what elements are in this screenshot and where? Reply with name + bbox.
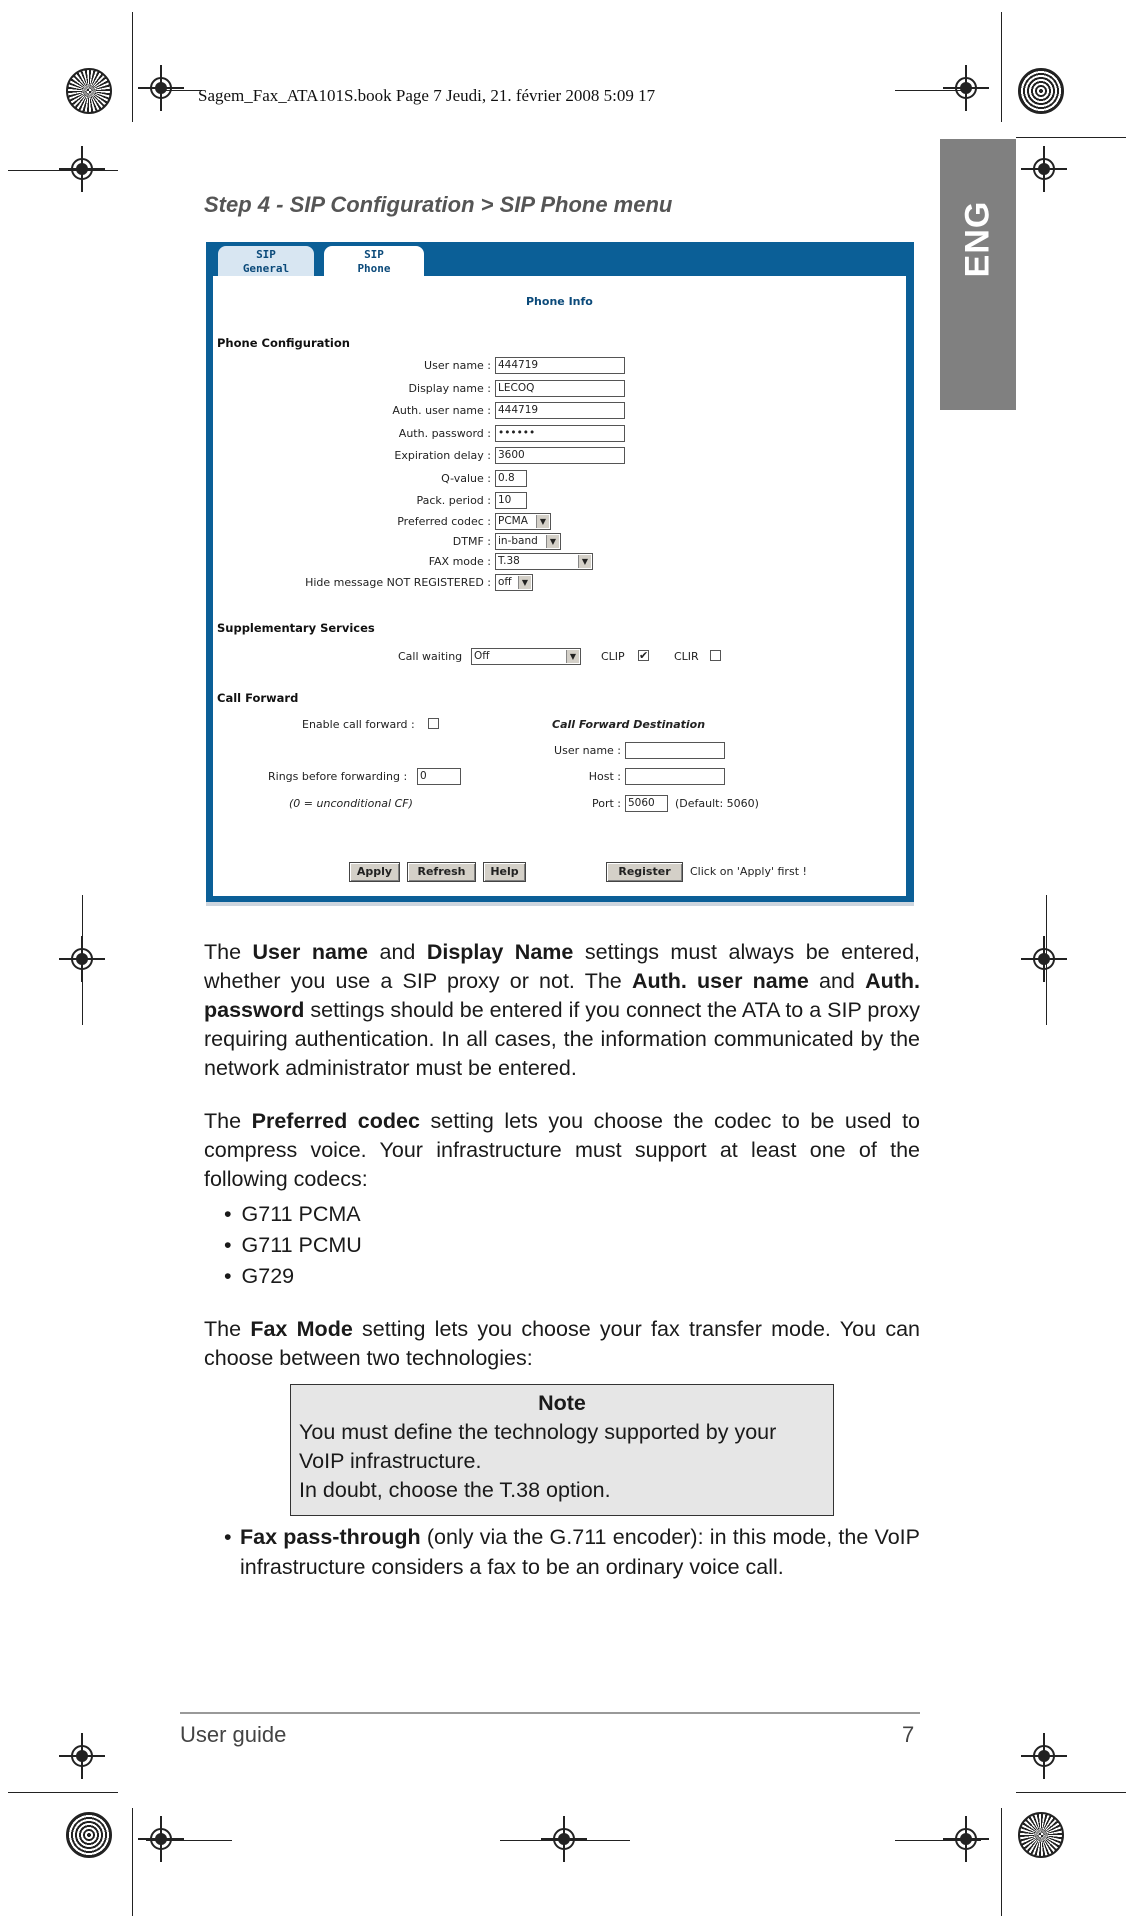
registration-crosshair-icon xyxy=(71,158,93,180)
dtmf-select[interactable]: in-band ▼ xyxy=(495,533,561,550)
note-title: Note xyxy=(538,1391,586,1415)
chevron-down-icon: ▼ xyxy=(546,535,559,548)
host-label: Host : xyxy=(588,770,621,783)
clir-checkbox[interactable] xyxy=(710,650,721,661)
registration-starburst-icon xyxy=(66,68,112,114)
book-header: Sagem_Fax_ATA101S.book Page 7 Jeudi, 21. février 2008 5:09 17 xyxy=(198,86,656,105)
registration-crosshair-icon xyxy=(150,1828,172,1850)
phone-info-form xyxy=(213,276,906,896)
footer-divider xyxy=(180,1712,920,1714)
registration-crosshair-icon xyxy=(955,1828,977,1850)
preferred-codec-select[interactable]: PCMA ▼ xyxy=(495,513,551,530)
expiration-delay-label: Expiration delay : xyxy=(394,449,491,462)
port-default-hint: (Default: 5060) xyxy=(675,797,759,810)
note-line: In doubt, choose the T.38 option. xyxy=(299,1478,611,1502)
registration-crosshair-icon xyxy=(71,1745,93,1767)
user-name-label: User name : xyxy=(424,359,491,372)
clip-label: CLIP xyxy=(601,650,625,663)
auth-user-name-input[interactable]: 444719 xyxy=(495,402,625,419)
registration-rings-icon xyxy=(1018,68,1064,114)
q-value-input[interactable]: 0.8 xyxy=(495,470,527,487)
chevron-down-icon: ▼ xyxy=(536,515,549,528)
dest-user-name-label: User name : xyxy=(554,744,621,757)
call-forward-title: Call Forward xyxy=(217,691,299,705)
registration-crosshair-icon xyxy=(1033,948,1055,970)
preferred-codec-label: Preferred codec : xyxy=(397,515,491,528)
enable-call-forward-label: Enable call forward : xyxy=(302,718,415,731)
fax-mode-select[interactable]: T.38 ▼ xyxy=(495,553,593,570)
call-waiting-label: Call waiting xyxy=(398,650,463,663)
page-title: Phone Info xyxy=(526,295,593,308)
page-number: 7 xyxy=(902,1722,915,1747)
refresh-button[interactable]: Refresh xyxy=(407,862,476,882)
rings-note: (0 = unconditional CF) xyxy=(289,797,413,810)
paragraph-user-name: The User name and Display Name settings must always be entered, whether you use a SIP proxy or not. The Auth. user name and Auth. password settings should be entered if you connect the ATA to a SIP proxy requiring authentication. In all cases, the information communicated by the network administrator must be entered. xyxy=(204,940,921,1080)
tab-sip-general[interactable]: SIP General xyxy=(218,246,314,276)
phone-config-title: Phone Configuration xyxy=(217,336,350,350)
list-item: • G711 PCMU xyxy=(224,1230,362,1261)
language-label: ENG xyxy=(958,200,997,278)
registration-crosshair-icon xyxy=(955,77,977,99)
user-name-input[interactable]: 444719 xyxy=(495,357,625,374)
call-waiting-select[interactable]: Off ▼ xyxy=(471,648,581,665)
list-item: Fax pass-through (only via the G.711 encoder): in this mode, the VoIP infrastructure considers a fax to be an ordinary voice call. xyxy=(240,1525,920,1579)
supplementary-services-title: Supplementary Services xyxy=(217,621,375,635)
registration-crosshair-icon xyxy=(553,1828,575,1850)
codec-list xyxy=(224,1199,362,1292)
q-value-label: Q-value : xyxy=(441,472,491,485)
display-name-label: Display name : xyxy=(408,382,491,395)
enable-call-forward-checkbox[interactable] xyxy=(428,718,439,729)
registration-crosshair-icon xyxy=(1033,158,1055,180)
expiration-delay-input[interactable]: 3600 xyxy=(495,447,625,464)
registration-rings-icon xyxy=(66,1812,112,1858)
register-hint: Click on 'Apply' first ! xyxy=(690,865,807,878)
fax-pass-through-item: • Fax pass-through (only via the G.711 encoder): in this mode, the VoIP infrastructure considers a fax to be an ordinary voice call. xyxy=(224,1522,920,1582)
port-input[interactable]: 5060 xyxy=(625,795,668,812)
port-label: Port : xyxy=(591,797,621,810)
register-button[interactable]: Register xyxy=(606,862,683,882)
fax-mode-label: FAX mode : xyxy=(428,555,491,568)
hide-message-label: Hide message NOT REGISTERED : xyxy=(305,576,491,589)
clip-checkbox[interactable]: ✔ xyxy=(639,649,649,662)
apply-button[interactable]: Apply xyxy=(349,862,400,882)
chevron-down-icon: ▼ xyxy=(578,555,591,568)
sip-config-screenshot xyxy=(206,242,914,902)
display-name-input[interactable]: LECOQ xyxy=(495,380,625,397)
help-button[interactable]: Help xyxy=(483,862,526,882)
chevron-down-icon: ▼ xyxy=(566,650,579,663)
screenshot-bottom-edge xyxy=(206,902,914,906)
chevron-down-icon: ▼ xyxy=(518,576,531,589)
dtmf-label: DTMF : xyxy=(452,535,491,548)
note-line: You must define the technology supported by your VoIP infrastructure. xyxy=(299,1420,777,1473)
list-item: • G729 xyxy=(224,1261,362,1292)
auth-password-input[interactable]: •••••• xyxy=(495,425,625,442)
registration-crosshair-icon xyxy=(150,77,172,99)
rings-before-forwarding-label: Rings before forwarding : xyxy=(268,770,408,783)
note-box xyxy=(290,1384,834,1516)
paragraph-preferred-codec: The Preferred codec setting lets you choose the codec to be used to compress voice. Your infrastructure must support at least one of the following codecs: xyxy=(204,1109,921,1191)
list-item: • G711 PCMA xyxy=(224,1199,362,1230)
hide-message-select[interactable]: off ▼ xyxy=(495,574,533,591)
auth-user-name-label: Auth. user name : xyxy=(392,404,491,417)
registration-crosshair-icon xyxy=(71,948,93,970)
tab-sip-phone[interactable]: SIP Phone xyxy=(324,246,424,276)
language-side-tab xyxy=(940,139,1016,410)
pack-period-input[interactable]: 10 xyxy=(495,492,527,509)
host-input[interactable] xyxy=(625,768,725,785)
pack-period-label: Pack. period : xyxy=(416,494,491,507)
paragraph-fax-mode: The Fax Mode setting lets you choose your fax transfer mode. You can choose between two technologies: xyxy=(204,1317,920,1370)
auth-password-label: Auth. password : xyxy=(398,427,491,440)
step-title: Step 4 - SIP Configuration > SIP Phone menu xyxy=(204,192,673,217)
dest-user-name-input[interactable] xyxy=(625,742,725,759)
call-forward-destination-title: Call Forward Destination xyxy=(552,718,706,731)
registration-starburst-icon xyxy=(1018,1812,1064,1858)
registration-crosshair-icon xyxy=(1033,1745,1055,1767)
footer-title: User guide xyxy=(180,1722,287,1747)
clir-label: CLIR xyxy=(674,650,699,663)
rings-before-forwarding-input[interactable]: 0 xyxy=(417,768,461,785)
